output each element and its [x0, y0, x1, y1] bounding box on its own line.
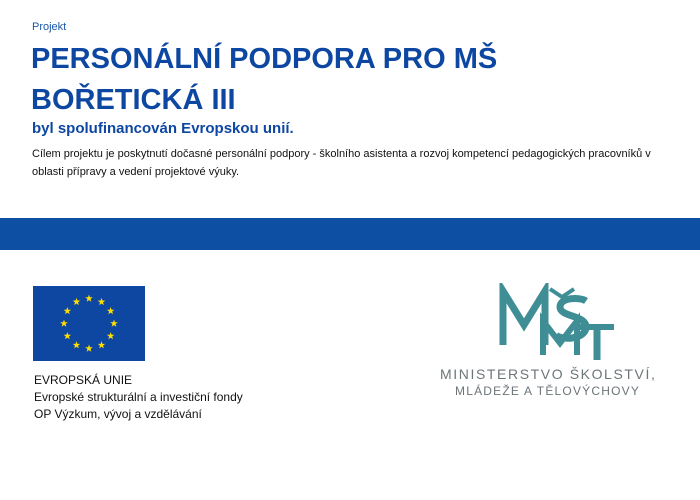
project-title: PERSONÁLNÍ PODPORA PRO MŠ BOŘETICKÁ III: [31, 43, 498, 116]
msmt-name-line2: MLÁDEŽE A TĚLOVÝCHOVY: [455, 384, 641, 398]
eu-funding-text: [34, 372, 243, 423]
eu-line-funds: Evropské strukturální a investiční fondy: [34, 390, 243, 404]
msmt-logo-icon: [490, 283, 625, 363]
eu-line-programme: OP Výzkum, vývoj a vzdělávání: [34, 407, 202, 421]
project-subtitle: byl spolufinancován Evropskou unií.: [32, 120, 294, 137]
project-description: Cílem projektu je poskytnutí dočasné personální podpory - školního asistenta a rozvoj kompetencí pedagogických pracovníků v oblasti přípravy a vedení projektové výuky.: [32, 148, 651, 178]
msmt-name-line1: MINISTERSTVO ŠKOLSTVÍ,: [440, 366, 657, 382]
eu-flag-icon: [33, 286, 145, 361]
eu-line-union: EVROPSKÁ UNIE: [34, 373, 133, 387]
blue-band-divider: [0, 218, 700, 250]
project-label: Projekt: [32, 21, 67, 33]
